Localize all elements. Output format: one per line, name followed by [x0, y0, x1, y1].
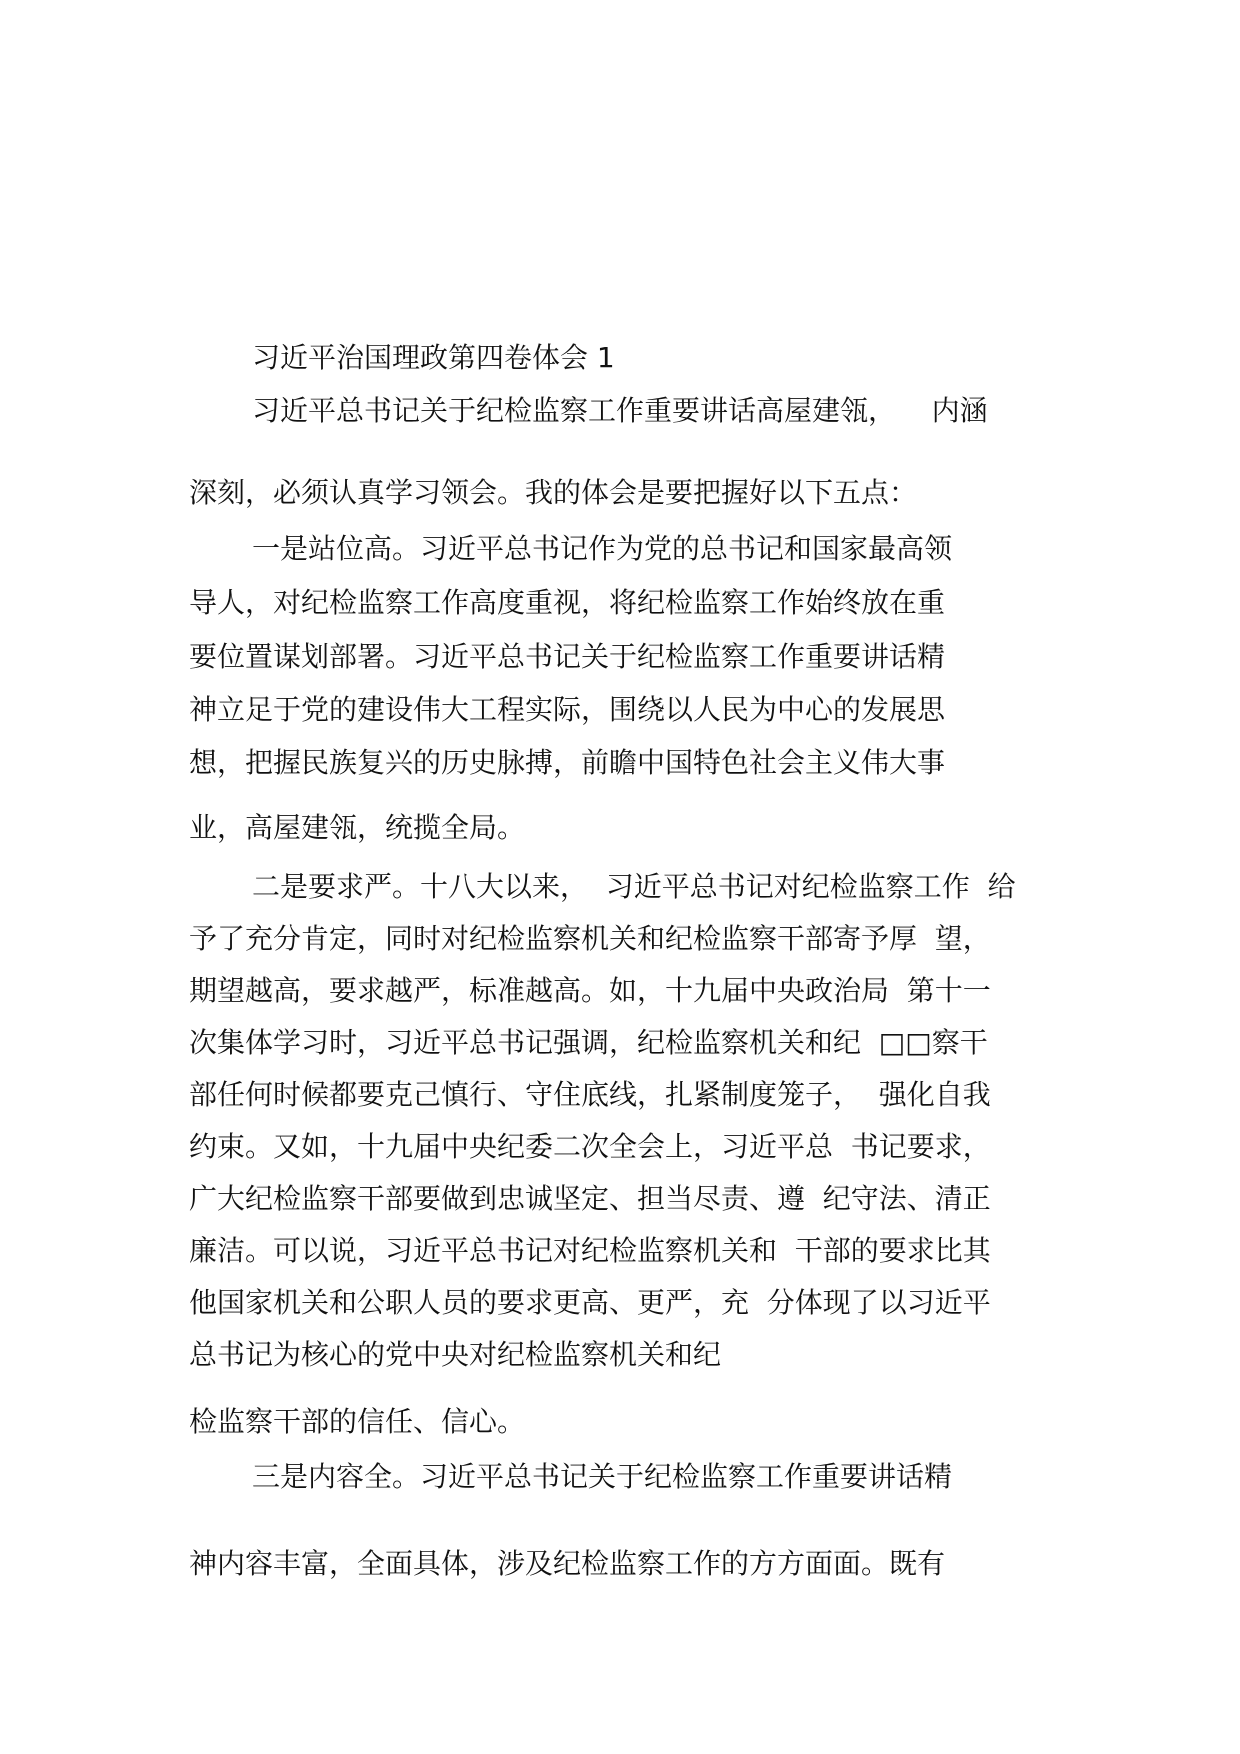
- paragraph-line: 次集体学习时，习近平总书记强调，纪检监察机关和纪 □□察干: [189, 1026, 988, 1059]
- paragraph-line: 业，高屋建瓴，统揽全局。: [189, 811, 526, 844]
- paragraph-line: 检监察干部的信任、信心。: [189, 1405, 526, 1438]
- paragraph-line: 他国家机关和公职人员的要求更高、更严，充 分体现了以习近平: [189, 1286, 991, 1319]
- paragraph-line: 三是内容全。习近平总书记关于纪检监察工作重要讲话精: [252, 1460, 953, 1493]
- paragraph-line: 广大纪检监察干部要做到忠诚坚定、担当尽责、遵 纪守法、清正: [189, 1182, 991, 1215]
- paragraph-line: 想，把握民族复兴的历史脉搏，前瞻中国特色社会主义伟大事: [189, 746, 946, 779]
- paragraph-line: 习近平总书记关于纪检监察工作重要讲话高屋建瓴， 内涵: [252, 394, 988, 427]
- paragraph-line: 廉洁。可以说，习近平总书记对纪检监察机关和 干部的要求比其: [189, 1234, 991, 1267]
- paragraph-line: 神内容丰富，全面具体，涉及纪检监察工作的方方面面。既有: [189, 1547, 946, 1580]
- document-title: 习近平治国理政第四卷体会 1: [252, 341, 615, 374]
- paragraph-line: 部任何时候都要克己慎行、守住底线，扎紧制度笼子， 强化自我: [189, 1078, 991, 1111]
- paragraph-line: 导人，对纪检监察工作高度重视，将纪检监察工作始终放在重: [189, 586, 946, 619]
- paragraph-line: 约束。又如，十九届中央纪委二次全会上，习近平总 书记要求，: [189, 1130, 991, 1163]
- paragraph-line: 一是站位高。习近平总书记作为党的总书记和国家最高领: [252, 532, 953, 565]
- paragraph-line: 深刻，必须认真学习领会。我的体会是要把握好以下五点：: [189, 476, 918, 509]
- paragraph-line: 神立足于党的建设伟大工程实际，围绕以人民为中心的发展思: [189, 693, 946, 726]
- paragraph-line: 要位置谋划部署。习近平总书记关于纪检监察工作重要讲话精: [189, 640, 946, 673]
- paragraph-line: 总书记为核心的党中央对纪检监察机关和纪: [189, 1338, 722, 1371]
- paragraph-line: 予了充分肯定，同时对纪检监察机关和纪检监察干部寄予厚 望，: [189, 922, 991, 955]
- paragraph-line: 期望越高，要求越严，标准越高。如，十九届中央政治局 第十一: [189, 974, 991, 1007]
- paragraph-line: 二是要求严。十八大以来， 习近平总书记对纪检监察工作 给: [252, 870, 1016, 903]
